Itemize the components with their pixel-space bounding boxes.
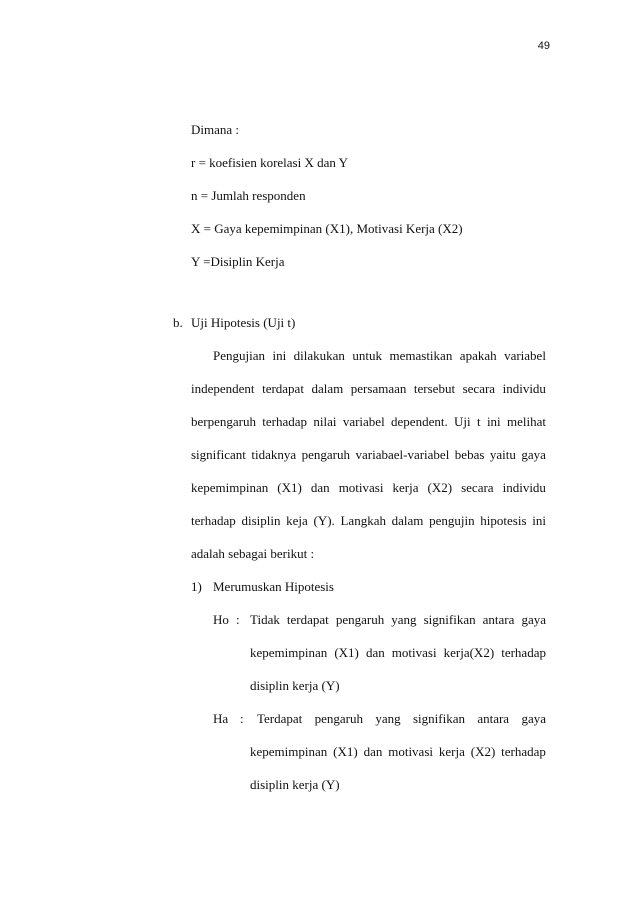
section-b-marker: b. bbox=[173, 315, 183, 330]
ho-line: Tidak terdapat pengaruh yang signifikan antara gaya bbox=[250, 612, 546, 627]
paragraph-line: berpengaruh terhadap nilai variabel dependent. Uji t ini melihat bbox=[191, 414, 546, 429]
definitions-intro: Dimana : bbox=[191, 122, 240, 137]
ha-colon: : bbox=[240, 711, 244, 726]
ha-line: Terdapat pengaruh yang signifikan antara gaya bbox=[257, 711, 546, 726]
ho-colon: : bbox=[236, 612, 240, 627]
ho-label: Ho bbox=[213, 612, 229, 627]
ha-line-last: disiplin kerja (Y) bbox=[250, 777, 340, 792]
definition-n: n = Jumlah responden bbox=[191, 188, 306, 203]
definition-r: r = koefisien korelasi X dan Y bbox=[191, 155, 349, 170]
paragraph-line: kepemimpinan (X1) dan motivasi kerja (X2) secara individu bbox=[191, 480, 546, 495]
step-title: Merumuskan Hipotesis bbox=[213, 579, 334, 594]
paragraph-line: independent terdapat dalam persamaan tersebut secara individu bbox=[191, 381, 546, 396]
section-b-heading: Uji Hipotesis (Uji t) bbox=[191, 315, 296, 330]
ha-line: kepemimpinan (X1) dan motivasi kerja (X2) terhadap bbox=[250, 744, 546, 759]
ha-label: Ha bbox=[213, 711, 229, 726]
paragraph-line-last: adalah sebagai berikut : bbox=[191, 546, 315, 561]
definition-x: X = Gaya kepemimpinan (X1), Motivasi Kerja (X2) bbox=[191, 221, 463, 236]
paragraph-line: terhadap disiplin keja (Y). Langkah dalam pengujin hipotesis ini bbox=[191, 513, 546, 528]
page-number: 49 bbox=[537, 40, 550, 52]
paragraph-line: Pengujian ini dilakukan untuk memastikan apakah variabel bbox=[213, 348, 546, 363]
ho-line: kepemimpinan (X1) dan motivasi kerja(X2) terhadap bbox=[250, 645, 546, 660]
definition-y: Y =Disiplin Kerja bbox=[191, 254, 285, 269]
step-marker: 1) bbox=[191, 579, 202, 594]
ho-line-last: disiplin kerja (Y) bbox=[250, 678, 340, 693]
paragraph-line: significant tidaknya pengaruh variabael-variabel bebas yaitu gaya bbox=[191, 447, 546, 462]
